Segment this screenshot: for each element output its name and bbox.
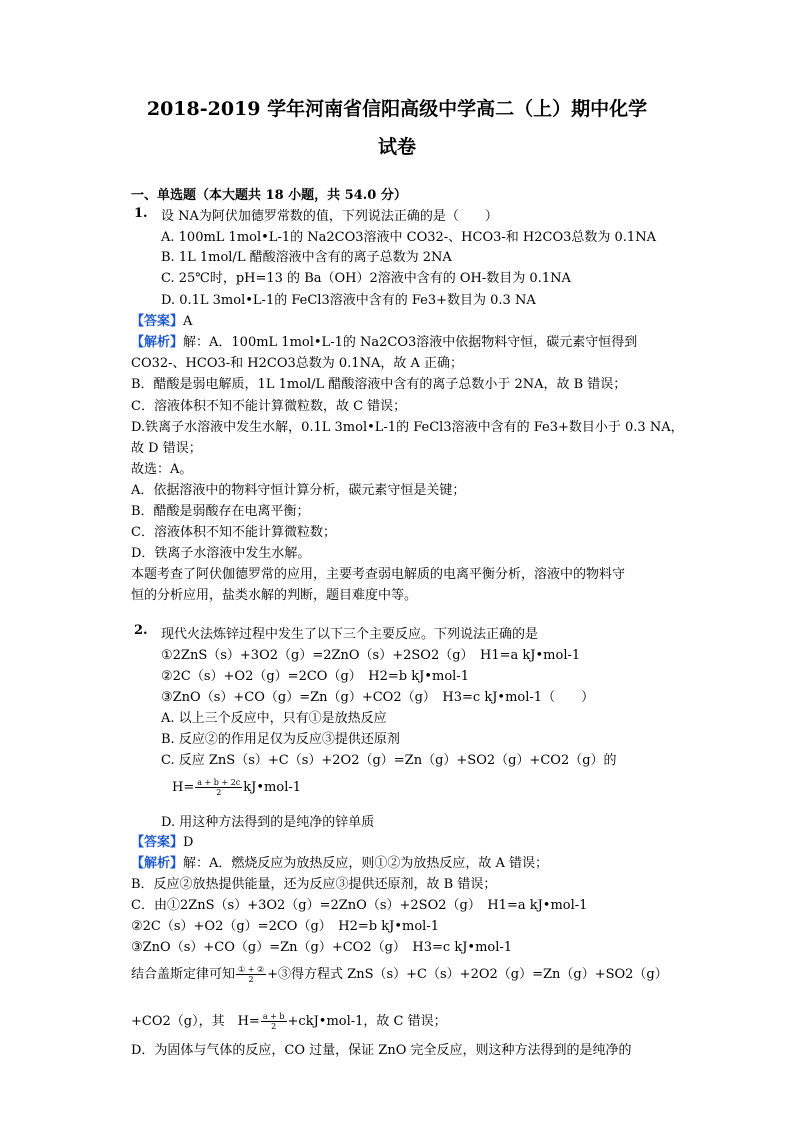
q2-analysis-7 [131,1012,447,1031]
fraction [195,778,242,797]
q2-option-c: C. 反应 ZnS（s）+C（s）+2O2（g）=Zn（g）+SO2（g）+CO2（g）的 [161,753,617,768]
q2-analysis-5: ③ZnO（s）+CO（g）=Zn（g）+CO2（g） H3=c kJ•mol-1 [131,940,513,955]
fraction-numerator: ① + ② [238,965,265,974]
q1-analysis-5: D.铁离子水溶液中发生水解，0.1L 3mol•L-1的 FeCl3溶液中含有的 Fe3+数目小于 0.3 NA， [131,420,684,435]
q2-analysis-1 [131,855,548,872]
q2-option-d: D. 用这种方法得到的是纯净的锌单质 [161,815,375,830]
answer-label: 【答案】 [131,835,184,850]
q2-option-a: A. 以上三个反应中，只有①是放热反应 [161,711,387,726]
q1-analysis-12: 本题考查了阿伏伽德罗常的应用，主要考查弱电解质的电离平衡分析，溶液中的物料守 [131,567,626,582]
fraction [261,1012,287,1031]
q1-analysis-2: CO32-、HCO3-和 H2CO3总数为 0.1NA，故 A 正确； [131,356,463,371]
q1-analysis-13: 恒的分析应用，盐类水解的判断，题目难度中等。 [131,588,418,603]
q2-analysis-text-1: 解：A．燃烧反应为放热反应，则①②为放热反应，故 A 错误； [183,856,549,871]
q2-analysis-8: D．为固体与气体的反应，CO 过量，保证 ZnO 完全反应，则这种方法得到的是纯净的 [131,1043,632,1058]
q1-answer [131,313,192,330]
q1-number: 1. [134,206,148,221]
q1-analysis-10: C．溶液体积不知不能计算微粒数； [131,525,336,540]
fraction-numerator: a + b + 2c [197,778,241,787]
fraction [236,965,266,984]
q2-reaction-1: ①2ZnS（s）+3O2（g）=2ZnO（s）+2SO2（g） H1=a kJ•mol-1 [161,648,581,663]
q2-option-c-unit: kJ•mol-1 [243,780,302,795]
fraction-denominator: 2 [248,975,254,984]
q2-answer [131,834,193,851]
section-heading: 一、单选题（本大题共 18 小题，共 54.0 分） [131,188,407,203]
q1-analysis-11: D．铁离子水溶液中发生水解。 [131,546,311,561]
q1-answer-value: A [183,314,193,329]
q2-option-b: B. 反应②的作用足仅为反应③提供还原剂 [161,732,400,747]
q2-answer-value: D [183,835,194,850]
q1-analysis-text-1: 解：A．100mL 1mol•L-1的 Na2CO3溶液中依据物料守恒，碳元素守恒得到 [183,335,638,350]
q2-reaction-3: ③ZnO（s）+CO（g）=Zn（g）+CO2（g） H3=c kJ•mol-1（ ） [161,690,595,705]
q1-analysis-8: A．依据溶液中的物料守恒计算分析，碳元素守恒是关键； [131,483,466,498]
fraction-numerator: a + b [262,1012,285,1021]
q1-option-d: D. 0.1L 3mol•L-1的 FeCl3溶液中含有的 Fe3+数目为 0.3 NA [161,293,536,308]
q2-option-c-formula [172,778,301,797]
q2-analysis-6-text: 结合盖斯定律可知 [131,967,236,982]
q1-option-c: C. 25℃时，pH=13 的 Ba（OH）2溶液中含有的 OH-数目为 0.1NA [161,271,571,286]
q2-option-c-h: H= [172,780,195,795]
q1-analysis-9: B．醋酸是弱酸存在电离平衡； [131,504,310,519]
q2-number: 2. [134,623,148,638]
q1-analysis-4: C．溶液体积不知不能计算微粒数，故 C 错误； [131,399,407,414]
fraction-denominator: 2 [271,1022,277,1031]
q1-analysis-3: B．醋酸是弱电解质，1L 1mol/L 醋酸溶液中含有的离子总数小于 2NA，故 B 错误； [131,377,627,392]
q1-stem: 设 NA为阿伏加德罗常数的值，下列说法正确的是（ ） [161,209,498,224]
q2-analysis-7-text: +CO2（g），其 H= [131,1014,260,1029]
q2-analysis-2: B．反应②放热提供能量，还为反应③提供还原剂，故 B 错误； [131,877,497,892]
analysis-label: 【解析】 [131,856,184,871]
q1-option-a: A. 100mL 1mol•L-1的 Na2CO3溶液中 CO32-、HCO3-和 H2CO3总数为 0.1NA [161,230,656,245]
q1-analysis-7: 故选：A。 [131,462,193,477]
q2-analysis-6-equation: +③得方程式 ZnS（s）+C（s）+2O2（g）=Zn（g）+SO2（g） [267,967,668,982]
q1-analysis-6: 故 D 错误； [131,441,202,456]
q1-analysis-1 [131,334,637,351]
analysis-label: 【解析】 [131,335,184,350]
fraction-denominator: 2 [216,788,222,797]
q2-analysis-3: C．由①2ZnS（s）+3O2（g）=2ZnO（s）+2SO2（g） H1=a kJ•mol-1 [131,898,588,913]
document-title-line2: 试卷 [377,136,416,158]
q2-stem: 现代火法炼锌过程中发生了以下三个主要反应。下列说法正确的是 [161,627,539,642]
document-title-line1: 2018-2019 学年河南省信阳高级中学高二（上）期中化学 [146,98,648,120]
q2-reaction-2: ②2C（s）+O2（g）=2CO（g） H2=b kJ•mol-1 [161,669,469,684]
q2-analysis-7-unit: +ckJ•mol-1，故 C 错误； [287,1014,447,1029]
q2-analysis-4: ②2C（s）+O2（g）=2CO（g） H2=b kJ•mol-1 [131,919,439,934]
q2-analysis-6 [131,965,668,984]
q1-option-b: B. 1L 1mol/L 醋酸溶液中含有的离子总数为 2NA [161,250,452,265]
answer-label: 【答案】 [131,314,184,329]
